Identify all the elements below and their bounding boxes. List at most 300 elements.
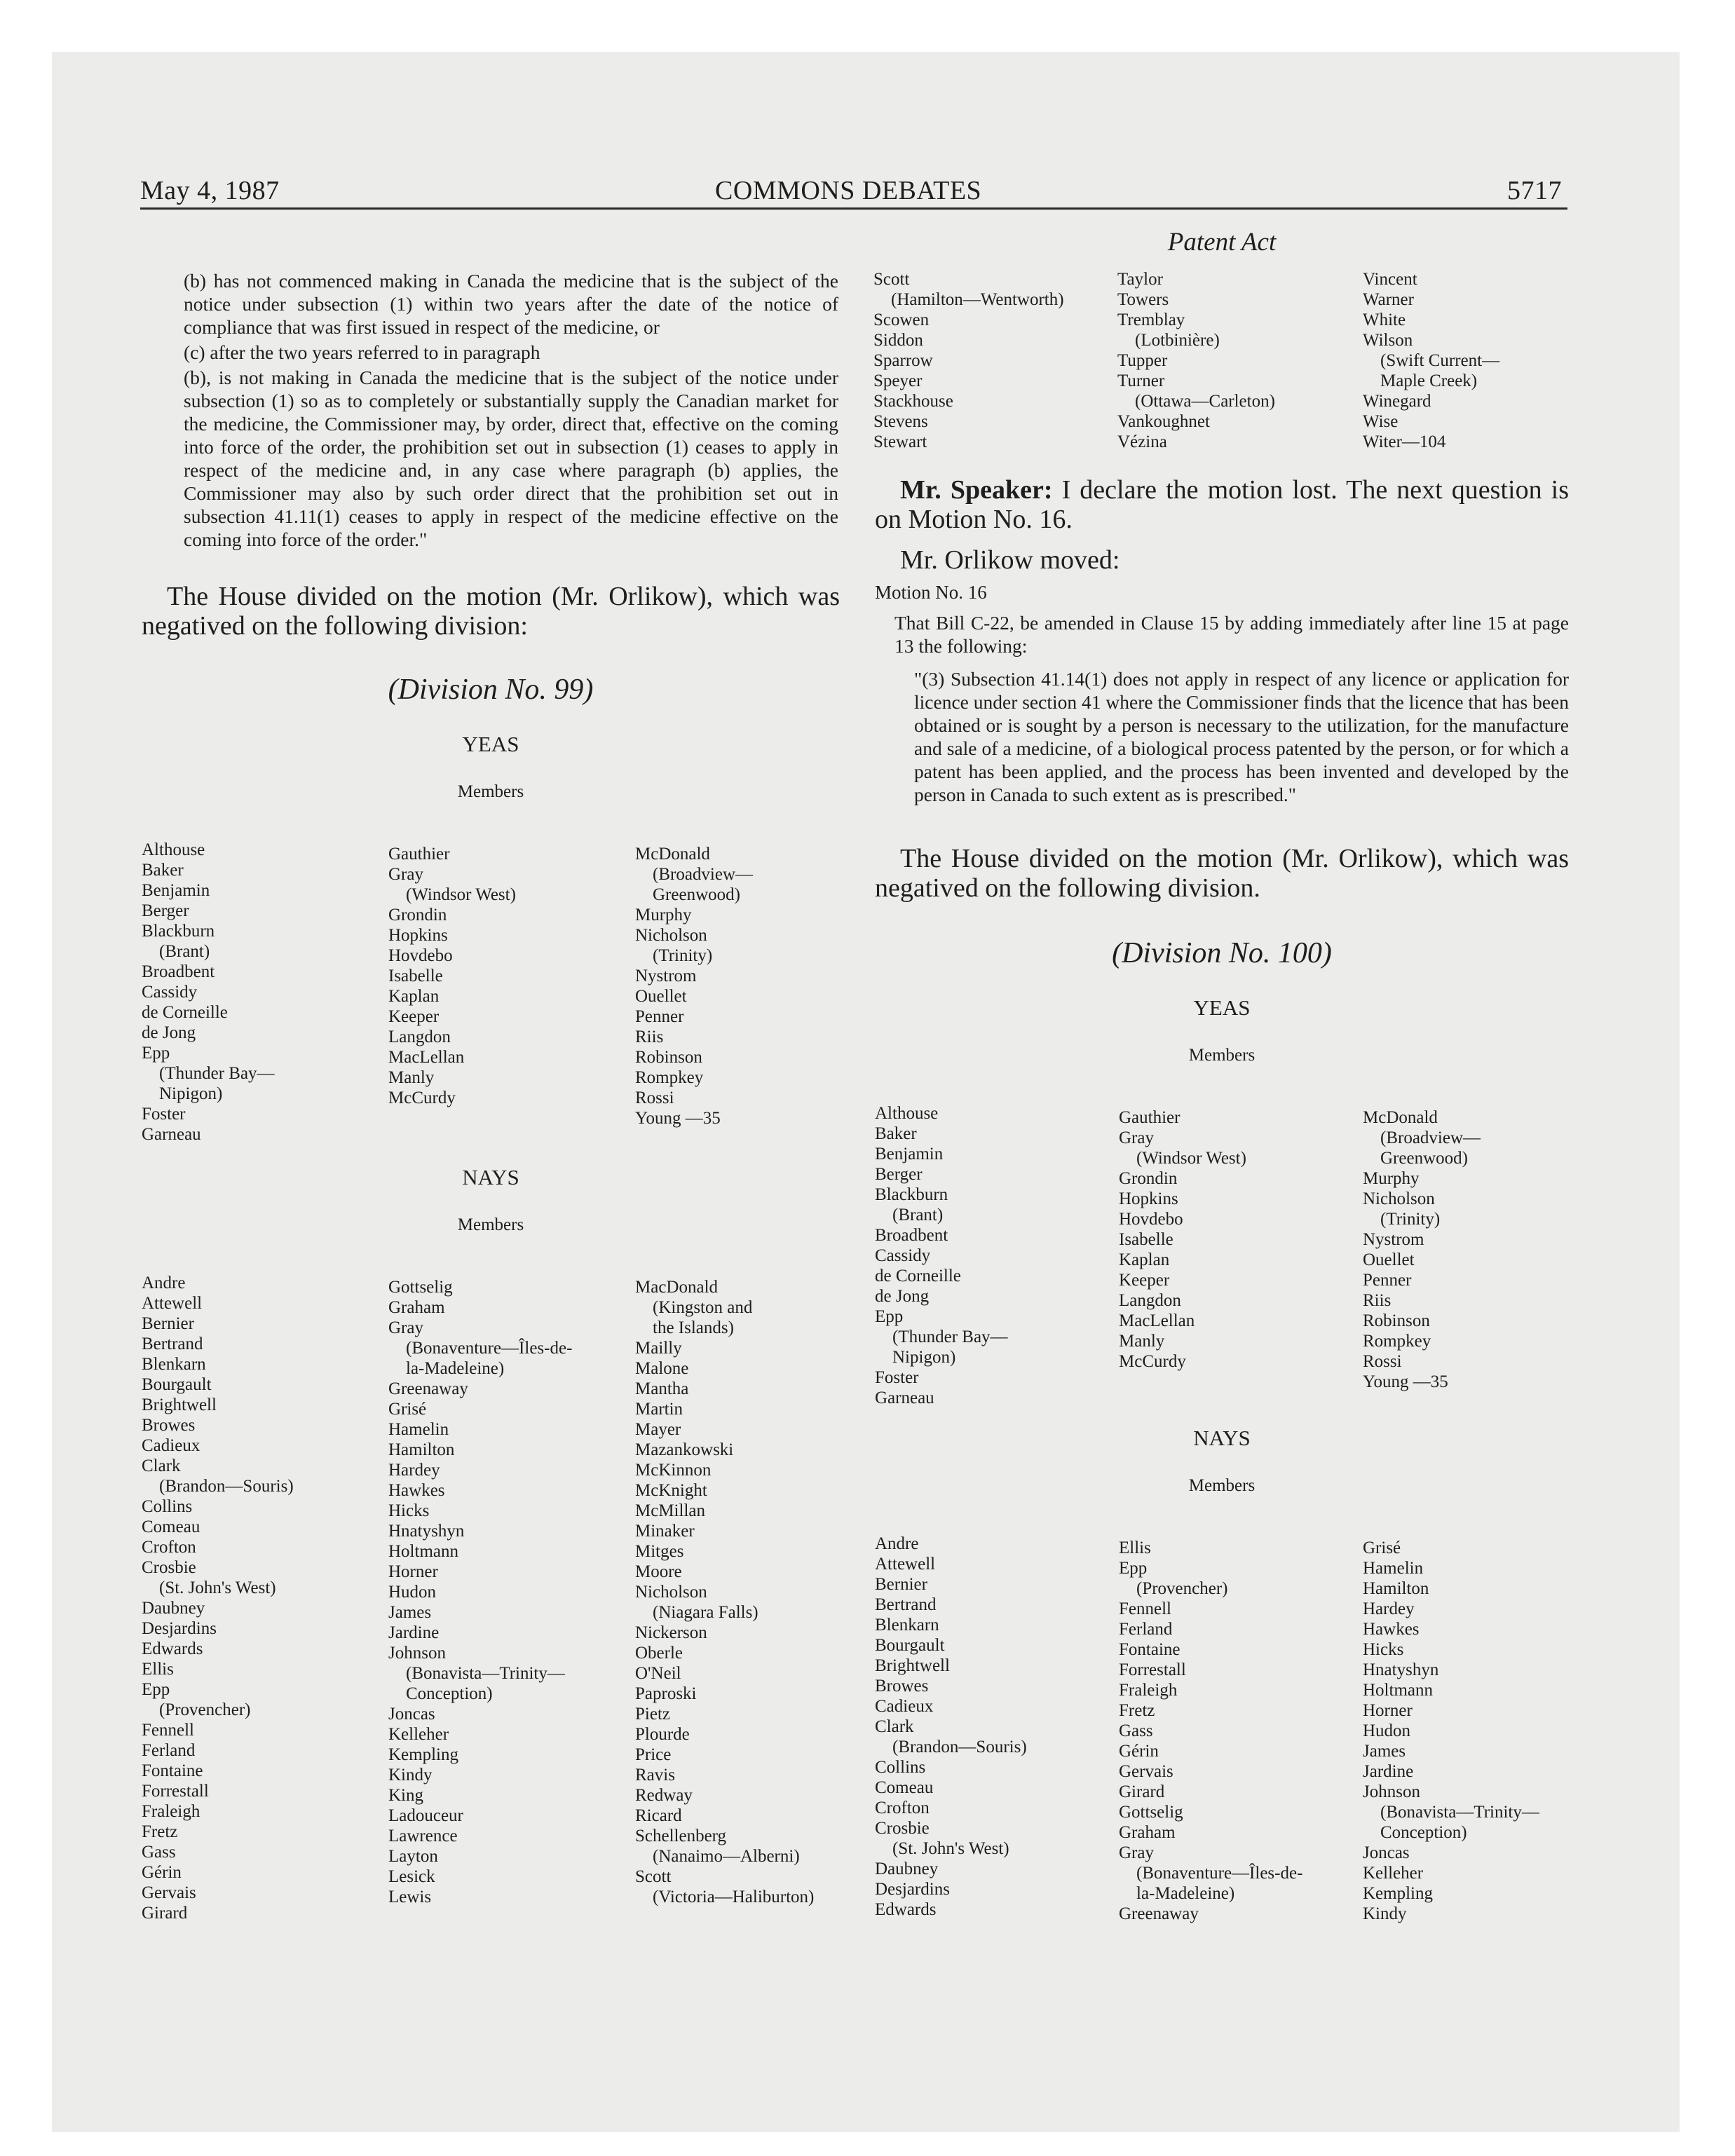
member-name: Ellis [1119,1538,1151,1557]
member-name: Grisé [388,1400,427,1419]
header-date: May 4, 1987 [140,176,280,205]
member-name: Gérin [1119,1742,1159,1761]
member-name: Hicks [388,1501,430,1520]
member-constituency: la-Madeleine) [388,1359,505,1378]
member-name: Kempling [1363,1884,1433,1903]
member-name: Gray [388,865,423,884]
member-name: Cassidy [875,1246,931,1265]
member-name: Bertrand [142,1335,203,1353]
member-name: Jardine [1363,1762,1414,1781]
member-constituency: (St. John's West) [142,1578,276,1597]
quote-paragraph-b-cont: (b), is not making in Canada the medicine that is the subject of the notice under subsection (1) so as to completely or substantially supply the Canadian market for the medicine, the Commissioner may, by order, direct that, effective on the coming into force of the order, the prohibition set out in subsection (1) ceases to apply in respect of the medicine and, in any case where paragraph (b) applies, the Commissioner may also by such order direct that the prohibition set out in subsection 41.11(1) ceases to apply in respect of the medicine effective on the coming into force of the order." [184,367,838,550]
division-100-yeas-col-2 [1119,1107,1246,1372]
member-constituency: (Ottawa—Carleton) [1117,392,1275,411]
motion-text: That Bill C-22, be amended in Clause 15 by adding immediately after line 15 at page 13 the following: [894,612,1569,657]
member-name: Desjardins [142,1619,217,1638]
member-name: Manly [1119,1332,1165,1351]
member-name: Johnson [1363,1782,1420,1801]
member-name: Epp [1119,1559,1148,1578]
member-name: Gottselig [1119,1803,1183,1822]
member-name: Wilson [1363,331,1413,350]
member-name: Kaplan [388,987,440,1006]
division-100-nays-col-3 [1363,1538,1539,1924]
member-name: Keeper [388,1007,440,1026]
member-constituency: (Kingston and [635,1298,753,1317]
member-constituency: (Victoria—Haliburton) [635,1888,815,1906]
member-constituency: (Brant) [875,1206,944,1224]
member-name: Kempling [388,1745,458,1764]
member-name: Kelleher [1363,1864,1424,1883]
member-constituency: (Lotbinière) [1117,331,1220,350]
header-page-number: 5717 [1507,176,1562,205]
member-constituency: (Swift Current— [1363,351,1500,370]
member-name: Hardey [388,1461,440,1480]
member-name: Althouse [875,1104,939,1123]
member-name: Ferland [1119,1620,1173,1639]
member-name: Collins [142,1497,193,1516]
member-name: Siddon [873,331,923,350]
member-name: Greenaway [388,1379,468,1398]
member-name: Towers [1117,290,1169,309]
member-name: Crosbie [142,1558,196,1577]
member-name: Fraleigh [1119,1681,1178,1700]
member-name: Andre [875,1534,919,1553]
division-99-intro: The House divided on the motion (Mr. Orlikow), which was negatived on the following division: [142,582,840,641]
member-name: McCurdy [388,1089,456,1107]
member-name: Daubney [875,1860,939,1878]
member-name: Daubney [142,1599,205,1618]
division-99-nays-col-2 [388,1277,572,1907]
member-name: Jardine [388,1623,440,1642]
division-99-nays-col-3 [635,1277,814,1907]
member-name: Gray [388,1318,423,1337]
member-name: Comeau [142,1517,200,1536]
division-99-nays-cont-col-3 [1363,269,1499,452]
member-name: Warner [1363,290,1414,309]
member-constituency: (Bonavista—Trinity— [1363,1803,1539,1822]
member-name: Grondin [388,906,447,925]
member-constituency: (Broadview— [635,865,754,884]
member-name: Gauthier [1119,1108,1181,1127]
member-name: Attewell [142,1294,203,1313]
member-constituency: (St. John's West) [875,1839,1009,1858]
division-99-nays-members: Members [457,1215,524,1234]
member-name: Berger [875,1165,923,1184]
member-constituency: (Bonavista—Trinity— [388,1664,565,1683]
member-name: Hovdebo [388,946,453,965]
speaker-label: Mr. Speaker: [900,475,1053,505]
member-name: Desjardins [875,1880,950,1899]
member-name: Clark [875,1717,914,1736]
member-name: Comeau [875,1778,934,1797]
member-constituency: Conception) [1363,1823,1467,1842]
member-name: Epp [142,1680,170,1699]
member-name: Rompkey [1363,1332,1431,1351]
member-name: MacDonald [635,1278,719,1297]
member-name: Browes [875,1677,929,1696]
member-name: Penner [1363,1271,1412,1290]
member-name: MacLellan [388,1048,465,1067]
member-name: Gérin [142,1863,182,1882]
member-constituency: Nipigon) [142,1084,223,1103]
division-99-nays-heading: NAYS [462,1165,519,1189]
member-name: Baker [875,1124,917,1143]
member-name: Girard [1119,1782,1165,1801]
member-name: White [1363,311,1406,329]
member-name: Nystrom [1363,1230,1424,1249]
member-constituency: (Trinity) [1363,1210,1441,1229]
member-name: Young —35 [635,1109,721,1128]
member-name: Bernier [142,1314,194,1333]
member-name: MacLellan [1119,1311,1195,1330]
division-99-yeas-col-1 [142,840,275,1145]
member-name: Gauthier [388,845,450,864]
member-name: Riis [1363,1291,1392,1310]
member-constituency: Greenwood) [1363,1149,1468,1168]
member-name: Nickerson [635,1623,707,1642]
member-name: Rompkey [635,1068,704,1087]
member-constituency: the Islands) [635,1318,734,1337]
member-name: Isabelle [1119,1230,1173,1249]
member-name: Mailly [635,1339,682,1358]
member-name: O'Neil [635,1664,681,1683]
member-name: Hamelin [388,1420,449,1439]
member-name: Fraleigh [142,1802,200,1821]
division-100-nays-col-1 [875,1534,1027,1920]
member-name: Ladouceur [388,1806,463,1825]
member-name: Mantha [635,1379,689,1398]
member-name: Schellenberg [635,1827,727,1845]
member-name: Browes [142,1416,196,1435]
member-name: Riis [635,1028,664,1046]
member-name: Blenkarn [142,1355,206,1374]
member-name: Oberle [635,1644,683,1663]
member-name: Kaplan [1119,1250,1170,1269]
division-100-nays-col-2 [1119,1538,1302,1924]
member-name: Gass [1119,1721,1153,1740]
member-name: Hopkins [388,926,448,945]
member-name: Robinson [635,1048,702,1067]
member-name: Graham [1119,1823,1176,1842]
member-name: Brightwell [142,1396,217,1414]
member-name: Horner [388,1562,438,1581]
member-name: Mitges [635,1542,684,1561]
member-name: Fontaine [142,1761,203,1780]
member-name: Gervais [1119,1762,1173,1781]
member-name: Layton [388,1847,438,1866]
member-name: Gray [1119,1128,1154,1147]
division-99-title: (Division No. 99) [388,674,594,706]
member-name: Penner [635,1007,684,1026]
member-constituency: (Bonaventure—Îles-de- [388,1339,573,1358]
member-name: Bourgault [875,1636,945,1655]
division-99-yeas-col-2 [388,844,516,1108]
member-name: Robinson [1363,1311,1430,1330]
member-name: Ferland [142,1741,196,1760]
member-name: Hnatyshyn [388,1522,465,1541]
member-name: Fennell [142,1721,194,1740]
member-name: Cadieux [142,1436,200,1455]
division-99-yeas-heading: YEAS [462,732,519,756]
member-name: Hardey [1363,1599,1415,1618]
member-name: Vincent [1363,270,1417,289]
member-name: Hawkes [388,1481,445,1500]
member-name: Joncas [1363,1843,1410,1862]
member-name: McMillan [635,1501,705,1520]
member-name: Collins [875,1758,926,1777]
member-name: de Corneille [142,1003,228,1022]
member-constituency: (Windsor West) [388,885,516,904]
speaker-text: I declare the motion lost. The next question is on Motion No. 16. [875,475,1569,534]
member-name: Hicks [1363,1640,1404,1659]
member-name: Kindy [1363,1904,1407,1923]
member-name: Gottselig [388,1278,453,1297]
member-constituency: (Nanaimo—Alberni) [635,1847,800,1866]
member-name: King [388,1786,423,1805]
member-name: Bernier [875,1575,927,1594]
member-name: Broadbent [875,1226,948,1245]
member-name: Crofton [875,1799,930,1817]
member-name: Martin [635,1400,683,1419]
member-name: Stackhouse [873,392,953,411]
member-name: Holtmann [1363,1681,1433,1700]
member-name: Scott [635,1867,672,1886]
member-name: Epp [875,1307,904,1326]
member-name: Lesick [388,1867,435,1886]
division-99-yeas-col-3 [635,844,753,1128]
member-name: Garneau [142,1125,201,1144]
member-constituency: Conception) [388,1684,493,1703]
member-name: Stevens [873,412,928,431]
member-constituency: (Broadview— [1363,1128,1481,1147]
member-name: Pietz [635,1705,670,1724]
member-constituency: (Provencher) [142,1700,251,1719]
motion-label: Motion No. 16 [875,582,987,603]
member-name: McDonald [635,845,710,864]
member-name: McKinnon [635,1461,712,1480]
member-constituency: (Windsor West) [1119,1149,1246,1168]
member-name: Foster [142,1105,186,1124]
member-constituency: (Thunder Bay— [142,1064,275,1083]
division-100-yeas-col-3 [1363,1107,1481,1392]
member-constituency: Nipigon) [875,1348,956,1367]
member-name: Forrestall [142,1782,209,1801]
member-constituency: (Provencher) [1119,1579,1228,1598]
member-name: Nicholson [1363,1189,1435,1208]
member-constituency: (Trinity) [635,946,713,965]
member-name: Joncas [388,1705,435,1724]
division-100-yeas-members: Members [1188,1046,1256,1065]
member-name: Nystrom [635,967,697,985]
member-name: Hudon [388,1583,437,1602]
member-name: Hamilton [388,1440,455,1459]
member-constituency: (Brandon—Souris) [142,1477,294,1496]
member-name: Hopkins [1119,1189,1178,1208]
member-name: Minaker [635,1522,695,1541]
member-name: Garneau [875,1389,934,1407]
member-constituency: (Brant) [142,942,210,961]
member-name: Greenaway [1119,1904,1199,1923]
member-name: James [1363,1742,1406,1761]
member-name: Girard [142,1904,188,1923]
member-name: Crofton [142,1538,196,1557]
member-name: Horner [1363,1701,1413,1720]
member-name: Blenkarn [875,1616,939,1635]
member-name: Grisé [1363,1538,1401,1557]
division-99-nays-col-1 [142,1273,294,1923]
member-name: Winegard [1363,392,1431,411]
member-name: Fretz [1119,1701,1155,1720]
member-name: McKnight [635,1481,707,1500]
member-constituency: Greenwood) [635,885,740,904]
member-name: Vankoughnet [1117,412,1210,431]
member-name: de Jong [875,1287,930,1306]
member-name: Andre [142,1274,186,1292]
division-100-yeas-col-1 [875,1103,1008,1408]
member-name: Berger [142,901,189,920]
member-name: McDonald [1363,1108,1438,1127]
member-name: Brightwell [875,1656,950,1675]
member-name: Taylor [1117,270,1163,289]
member-name: Ellis [142,1660,174,1679]
division-99-nays-cont-col-2 [1117,269,1275,452]
member-name: Benjamin [142,881,210,900]
member-name: Johnson [388,1644,446,1663]
member-name: Sparrow [873,351,933,370]
member-name: Moore [635,1562,682,1581]
member-name: Blackburn [142,922,215,941]
member-name: Mayer [635,1420,681,1439]
member-name: Speyer [873,371,923,390]
header-title: COMMONS DEBATES [715,176,982,205]
header-rule [140,207,1567,210]
member-name: Edwards [875,1900,937,1919]
member-constituency: la-Madeleine) [1119,1884,1235,1903]
member-name: Tremblay [1117,311,1185,329]
member-name: Benjamin [875,1145,944,1164]
member-name: Scott [873,270,910,289]
member-constituency: Maple Creek) [1363,371,1478,390]
member-constituency: (Hamilton—Wentworth) [873,290,1064,309]
member-name: Hovdebo [1119,1210,1183,1229]
member-name: Vézina [1117,432,1167,451]
member-name: Rossi [635,1089,674,1107]
member-name: Cadieux [875,1697,934,1716]
speaker-statement [875,475,1569,534]
quote-paragraph-b: (b) has not commenced making in Canada the medicine that is the subject of the notice under subsection (1) within two years after the date of the notice of compliance that was first issued in respect of the medicine, or [184,270,838,338]
division-100-nays-members: Members [1188,1476,1256,1495]
member-name: Hamelin [1363,1559,1424,1578]
member-name: Plourde [635,1725,690,1744]
member-name: Crosbie [875,1819,930,1838]
member-name: Attewell [875,1555,936,1574]
member-name: Broadbent [142,962,215,981]
member-constituency: (Brandon—Souris) [875,1738,1027,1756]
member-name: Epp [142,1044,170,1063]
member-name: James [388,1603,432,1622]
member-name: Ravis [635,1766,675,1785]
member-name: Gervais [142,1883,196,1902]
member-constituency: (Niagara Falls) [635,1603,758,1622]
member-name: Young —35 [1363,1372,1448,1391]
member-name: Keeper [1119,1271,1170,1290]
member-name: Langdon [1119,1291,1181,1310]
member-name: Malone [635,1359,689,1378]
member-name: Hudon [1363,1721,1411,1740]
member-name: Foster [875,1368,919,1387]
member-name: Murphy [1363,1169,1420,1188]
quoted-amendment [184,269,838,551]
member-name: Cassidy [142,983,198,1002]
member-name: Graham [388,1298,445,1317]
member-name: Tupper [1117,351,1168,370]
quote-paragraph-c: (c) after the two years referred to in paragraph [184,341,540,363]
member-name: de Corneille [875,1267,961,1285]
member-name: Fretz [142,1822,178,1841]
member-name: Stewart [873,432,927,451]
member-name: Ouellet [1363,1250,1415,1269]
member-name: McCurdy [1119,1352,1186,1371]
member-name: Lewis [388,1888,432,1906]
member-name: Price [635,1745,672,1764]
member-name: Baker [142,861,184,880]
member-name: Paproski [635,1684,697,1703]
member-constituency: (Thunder Bay— [875,1328,1008,1346]
member-name: Ouellet [635,987,687,1006]
member-name: Rossi [1363,1352,1402,1371]
member-name: Bertrand [875,1595,937,1614]
member-name: Wise [1363,412,1399,431]
member-name: Kelleher [388,1725,449,1744]
member-name: Bourgault [142,1375,212,1394]
member-name: Clark [142,1456,181,1475]
member-name: Redway [635,1786,693,1805]
member-name: Hawkes [1363,1620,1420,1639]
member-name: Holtmann [388,1542,458,1561]
division-100-nays-heading: NAYS [1193,1426,1251,1450]
member-name: Fontaine [1119,1640,1181,1659]
member-name: Scowen [873,311,930,329]
member-name: Fennell [1119,1599,1171,1618]
member-name: Turner [1117,371,1165,390]
member-name: Althouse [142,840,205,859]
member-name: Hamilton [1363,1579,1429,1598]
member-name: Lawrence [388,1827,458,1845]
member-name: Gass [142,1843,176,1862]
member-name: Nicholson [635,926,707,945]
member-name: Langdon [388,1028,451,1046]
motion-quote: "(3) Subsection 41.14(1) does not apply in respect of any licence or application for licence under section 41 where the Commissioner finds that the licence that has been obtained or is sought by a person is necessary to the utilization, for the manufacture and sale of a medicine, of a biological process patented by the person, or for which a patent has been applied, and the process has been invented and developed by the person in Canada to such extent as is prescribed." [914,668,1569,805]
member-constituency: (Bonaventure—Îles-de- [1119,1864,1303,1883]
member-name: Edwards [142,1639,203,1658]
member-name: Mazankowski [635,1440,734,1459]
member-name: Nicholson [635,1583,707,1602]
member-name: Manly [388,1068,435,1087]
member-name: de Jong [142,1023,196,1042]
member-name: Gray [1119,1843,1154,1862]
division-100-intro: The House divided on the motion (Mr. Orlikow), which was negatived on the following division. [875,844,1569,903]
member-name: Ricard [635,1806,682,1825]
member-name: Witer—104 [1363,432,1446,451]
member-name: Grondin [1119,1169,1178,1188]
section-title: Patent Act [1167,228,1277,257]
division-100-yeas-heading: YEAS [1193,995,1251,1020]
member-name: Isabelle [388,967,443,985]
moved-line: Mr. Orlikow moved: [900,545,1120,575]
member-name: Murphy [635,906,692,925]
member-name: Kindy [388,1766,433,1785]
member-name: Forrestall [1119,1660,1186,1679]
